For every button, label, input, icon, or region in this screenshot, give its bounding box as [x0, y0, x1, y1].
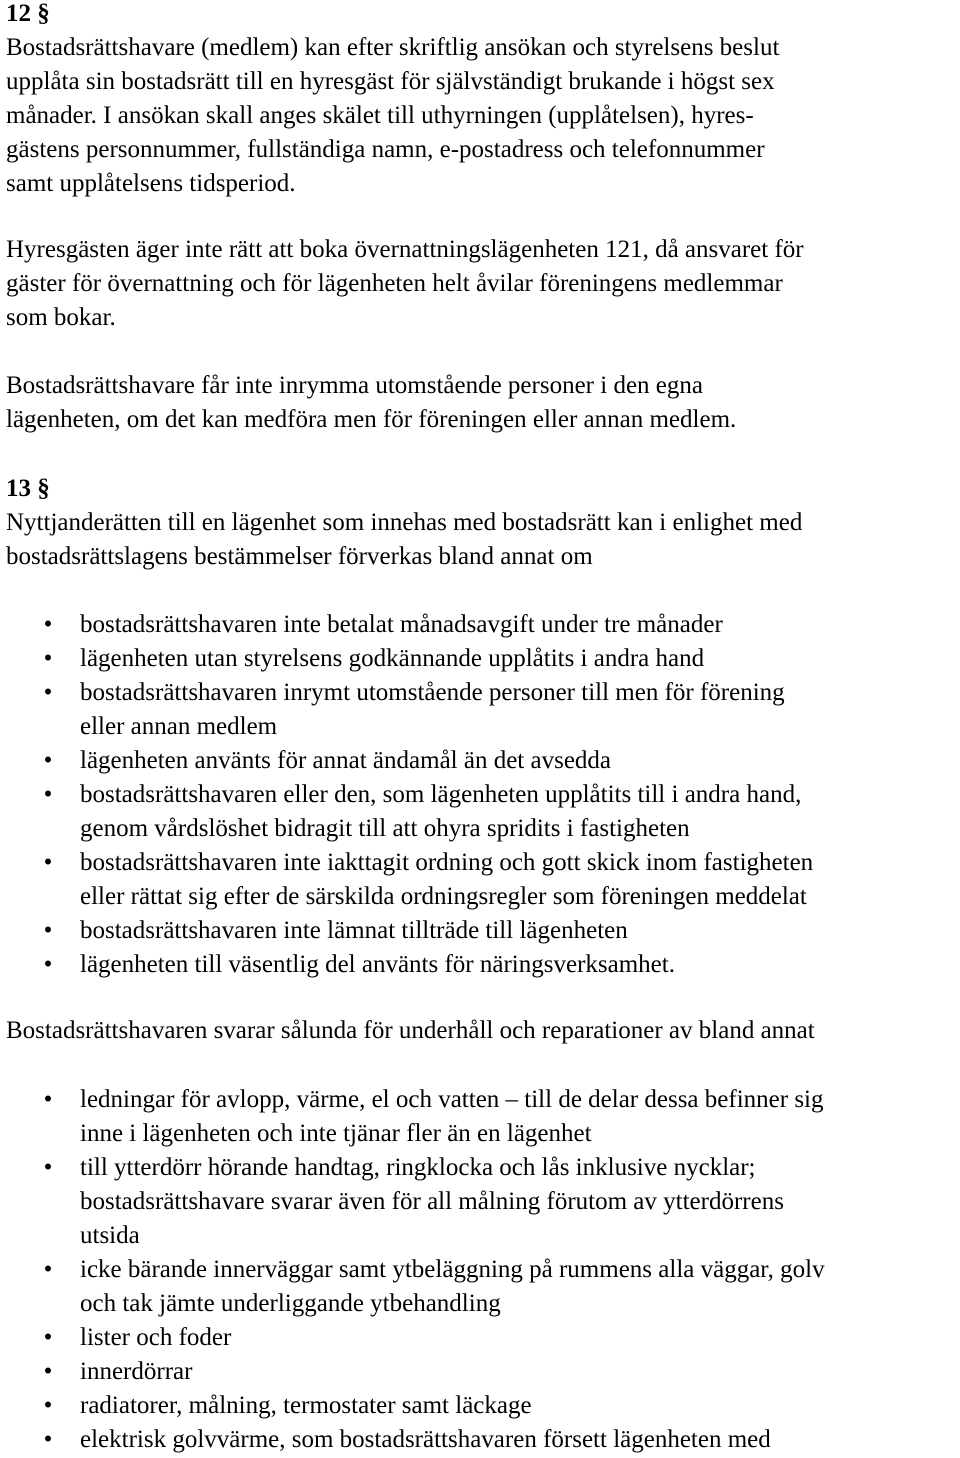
list-item-text: bostadsrättshavare svarar även för all målning förutom av ytterdörrens	[80, 1188, 784, 1215]
list-item-text: lägenheten utan styrelsens godkännande upplåtits i andra hand	[80, 645, 705, 672]
text-line: Hyresgästen äger inte rätt att boka övernattningslägenheten 121, då ansvaret för	[6, 236, 804, 263]
text-line: Nyttjanderätten till en lägenhet som innehas med bostadsrätt kan i enlighet med	[6, 509, 803, 536]
bullet-icon: •	[43, 747, 53, 774]
text-line: upplåta sin bostadsrätt till en hyresgäst för självständigt brukande i högst sex	[6, 68, 775, 95]
list-item	[0, 1253, 960, 1321]
list-item-text: bostadsrättshavaren inte iakttagit ordning och gott skick inom fastigheten	[80, 849, 814, 876]
list-item-text: lägenheten till väsentlig del använts för näringsverksamhet.	[80, 951, 675, 978]
list-item	[0, 1355, 960, 1389]
maintenance-list	[0, 1083, 960, 1457]
list-item-text: bostadsrättshavaren inte lämnat tillträde till lägenheten	[80, 917, 628, 944]
text-line: Bostadsrättshavaren svarar sålunda för underhåll och reparationer av bland annat	[6, 1017, 815, 1044]
bullet-icon: •	[43, 1426, 53, 1453]
list-item-text: och tak jämte underliggande ytbehandling	[80, 1290, 501, 1317]
list-item	[0, 914, 960, 948]
list-item	[0, 948, 960, 982]
bullet-icon: •	[43, 849, 53, 876]
forfeiture-list	[0, 608, 960, 982]
bullet-icon: •	[43, 1324, 53, 1351]
text-line: samt upplåtelsens tidsperiod.	[6, 170, 296, 197]
list-item	[0, 778, 960, 846]
bullet-icon: •	[43, 781, 53, 808]
list-item-text: bostadsrättshavaren eller den, som lägenheten upplåtits till i andra hand,	[80, 781, 802, 808]
section-12-paragraph-3	[6, 369, 960, 437]
list-item-text: ledningar för avlopp, värme, el och vatten – till de delar dessa befinner sig	[80, 1086, 824, 1113]
bullet-icon: •	[43, 1358, 53, 1385]
list-item-text: till ytterdörr hörande handtag, ringklocka och lås inklusive nycklar;	[80, 1154, 756, 1181]
list-item-text: lägenheten använts för annat ändamål än det avsedda	[80, 747, 612, 774]
list-item	[0, 846, 960, 914]
list-item-text: bostadsrättshavaren inrymt utomstående personer till men för förening	[80, 679, 785, 706]
list-item	[0, 608, 960, 642]
bullet-icon: •	[43, 917, 53, 944]
text-line: lägenheten, om det kan medföra men för föreningen eller annan medlem.	[6, 406, 737, 433]
section-13-heading: 13 §	[6, 475, 50, 502]
text-line: Bostadsrättshavare får inte inrymma utomstående personer i den egna	[6, 372, 703, 399]
bullet-icon: •	[43, 679, 53, 706]
list-item	[0, 676, 960, 744]
bullet-icon: •	[43, 1154, 53, 1181]
bullet-icon: •	[43, 645, 53, 672]
section-13-intro	[6, 506, 960, 574]
bullet-icon: •	[43, 611, 53, 638]
list-item	[0, 744, 960, 778]
bullet-icon: •	[43, 951, 53, 978]
list-item	[0, 1423, 960, 1457]
list-item-text: utsida	[80, 1222, 140, 1249]
list-item-text: lister och foder	[80, 1324, 232, 1351]
list-item	[0, 1151, 960, 1253]
bullet-icon: •	[43, 1392, 53, 1419]
text-line: gäster för övernattning och för lägenheten helt åvilar föreningens medlemmar	[6, 270, 783, 297]
list-item-text: elektrisk golvvärme, som bostadsrättshavaren försett lägenheten med	[80, 1426, 771, 1453]
bullet-icon: •	[43, 1256, 53, 1283]
list-item	[0, 1389, 960, 1423]
list-item-text: icke bärande innerväggar samt ytbeläggning på rummens alla väggar, golv	[80, 1256, 825, 1283]
list-item	[0, 1321, 960, 1355]
list-item	[0, 642, 960, 676]
list-item-text: bostadsrättshavaren inte betalat månadsavgift under tre månader	[80, 611, 723, 638]
list-item-text: eller rättat sig efter de särskilda ordningsregler som föreningen meddelat	[80, 883, 807, 910]
text-line: gästens personnummer, fullständiga namn, e-postadress och telefonnummer	[6, 136, 765, 163]
list-item-text: innerdörrar	[80, 1358, 193, 1385]
bullet-icon: •	[43, 1086, 53, 1113]
text-line: som bokar.	[6, 304, 116, 331]
list-item	[0, 1083, 960, 1151]
text-line: månader. I ansökan skall anges skälet till uthyrningen (upplåtelsen), hyres-	[6, 102, 754, 129]
section-12-paragraph-1	[6, 31, 960, 201]
text-line: bostadsrättslagens bestämmelser förverkas bland annat om	[6, 543, 593, 570]
list-item-text: eller annan medlem	[80, 713, 278, 740]
text-line: Bostadsrättshavare (medlem) kan efter skriftlig ansökan och styrelsens beslut	[6, 34, 780, 61]
section-12-heading: 12 §	[6, 0, 50, 27]
section-12-paragraph-2	[6, 233, 960, 335]
list-item-text: genom vårdslöshet bidragit till att ohyra spridits i fastigheten	[80, 815, 690, 842]
maintenance-paragraph	[6, 1014, 960, 1048]
list-item-text: radiatorer, målning, termostater samt läckage	[80, 1392, 532, 1419]
list-item-text: inne i lägenheten och inte tjänar fler än en lägenhet	[80, 1120, 592, 1147]
